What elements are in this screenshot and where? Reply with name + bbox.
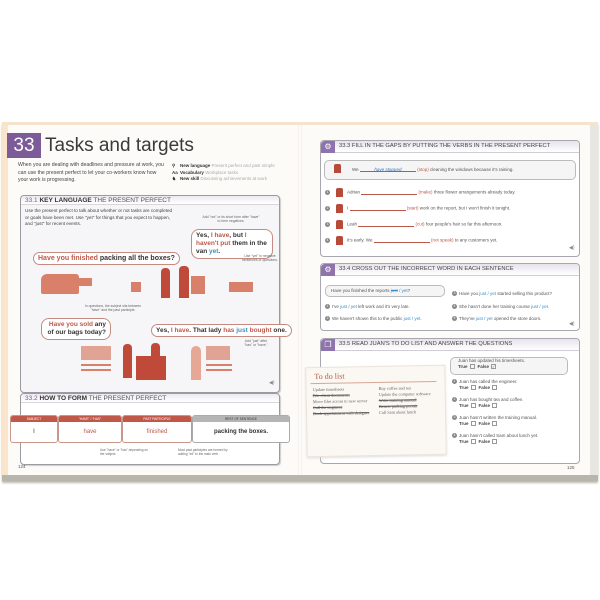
question-item bbox=[452, 397, 523, 409]
answer-input[interactable] bbox=[361, 190, 417, 195]
sentence-end: ? bbox=[407, 288, 411, 293]
puzzle-value: finished bbox=[146, 429, 168, 435]
true-label: True bbox=[458, 364, 468, 369]
sentence-start: I bbox=[347, 205, 349, 211]
todo-item-done: Call the engineer bbox=[312, 404, 343, 411]
sentence-start: Leah bbox=[347, 221, 358, 227]
answer-input[interactable] bbox=[350, 206, 406, 211]
speech-bubble-question-2 bbox=[41, 318, 111, 340]
question-item bbox=[452, 379, 518, 391]
true-label: True bbox=[459, 439, 469, 444]
todo-column-2 bbox=[379, 385, 444, 416]
bubble-text: Yes, bbox=[156, 327, 171, 334]
question-item bbox=[452, 415, 537, 427]
bubble-text-highlight: Have you sold bbox=[48, 321, 93, 328]
florist-icon bbox=[336, 188, 343, 197]
exercise-item bbox=[452, 291, 552, 296]
true-checkbox[interactable] bbox=[471, 439, 476, 444]
todo-item: Buy coffee and tea bbox=[378, 385, 411, 391]
answer-blank: have stopped bbox=[360, 167, 416, 172]
item-number: 4 bbox=[326, 238, 329, 242]
meta-value: Discussing achievements at work bbox=[200, 176, 268, 181]
shelf-bags-illustration bbox=[81, 346, 111, 360]
bubble-text-highlight: I have bbox=[210, 232, 230, 239]
section-title-rest: THE PRESENT PERFECT bbox=[93, 197, 171, 204]
verb-hint: (make) bbox=[418, 189, 433, 195]
section-number: 33.5 bbox=[339, 341, 351, 347]
box-illustration bbox=[131, 282, 141, 292]
word-choice[interactable]: just / yet bbox=[475, 316, 493, 321]
question-text: Juan has updated his timesheets. bbox=[458, 358, 526, 363]
todo-item-done: Renew parking permit bbox=[378, 403, 418, 409]
sentence-start: Have you finished the reports bbox=[331, 288, 391, 293]
todo-item-done: Book appointment with designer bbox=[312, 410, 370, 417]
item-number: 2 bbox=[326, 206, 329, 210]
exercise-item bbox=[452, 304, 549, 309]
shopkeeper-illustration bbox=[151, 343, 160, 357]
meta-label: New language bbox=[180, 163, 211, 168]
example-sentence bbox=[352, 167, 514, 172]
gears-icon: ⚙ bbox=[321, 141, 335, 153]
page-edge-left bbox=[2, 125, 8, 475]
word-choice[interactable]: just / yet bbox=[531, 304, 548, 309]
counter-illustration bbox=[136, 356, 166, 380]
todo-item-done: File client documents bbox=[312, 392, 350, 399]
sentence-start: They've bbox=[459, 316, 476, 321]
speech-bubble-question-1 bbox=[33, 252, 180, 265]
meta-value: Workplace tasks bbox=[205, 169, 239, 175]
puzzle-header: REST OF SENTENCE bbox=[193, 416, 289, 422]
bubble-text: . bbox=[218, 248, 221, 255]
shelf-illustration bbox=[206, 364, 232, 366]
shelf-bags-illustration bbox=[206, 346, 230, 360]
item-number: 3 bbox=[453, 291, 456, 296]
sentence-start: I've bbox=[332, 304, 341, 309]
verb-hint: (cut) bbox=[415, 221, 425, 227]
sentence-end: opened the store doors. bbox=[492, 316, 542, 321]
exercise-item bbox=[325, 236, 498, 245]
bubble-text-highlight: has bbox=[223, 327, 237, 334]
shelf-illustration bbox=[81, 364, 111, 366]
kept-word: yet bbox=[401, 288, 408, 293]
false-label: False bbox=[477, 364, 490, 369]
sentence-start: We haven't shown this to the public bbox=[332, 316, 404, 321]
answer-input[interactable] bbox=[358, 222, 414, 227]
sentence-end: to any customers yet. bbox=[453, 237, 498, 243]
boxes-illustration bbox=[229, 282, 253, 292]
verb-hint: (stop) bbox=[417, 167, 429, 172]
gears-icon: ⚙ bbox=[321, 264, 335, 276]
item-number: 1 bbox=[453, 379, 456, 384]
false-checkbox-checked[interactable]: ✓ bbox=[492, 364, 496, 370]
section-text: Use the present perfect to talk about whether or not tasks are completed or goals have been met. Use "yet" for things that you expect to happen, and "just" for recent events. bbox=[25, 208, 173, 226]
true-label: True bbox=[459, 403, 469, 408]
verb-hint: (start) bbox=[406, 205, 419, 211]
annotation-past-participle: Most past participles are formed by adding "ed" to the main verb. bbox=[178, 448, 228, 457]
person-illustration bbox=[161, 268, 170, 298]
puzzle-piece-past-participle bbox=[122, 415, 192, 443]
bubble-text-highlight: bought bbox=[247, 327, 272, 334]
true-label: True bbox=[459, 421, 469, 426]
todo-item: Update the computer software bbox=[378, 391, 431, 397]
annotation-just: Add "just" after "has" or "have." bbox=[244, 339, 268, 348]
true-checkbox[interactable] bbox=[470, 364, 475, 369]
bubble-text-highlight: I haven't put bbox=[196, 232, 247, 247]
bubble-text-just: just bbox=[236, 327, 248, 334]
sentence-end: work on the report, but I won't finish it tonight. bbox=[418, 205, 511, 211]
vocabulary-icon: Aa bbox=[172, 169, 178, 175]
bubble-text-highlight: Have you finished bbox=[38, 255, 98, 262]
annotation-negatives: Add "not" or its short form after "have" to form negatives. bbox=[202, 215, 260, 224]
new-skill-icon: ♞ bbox=[172, 176, 177, 181]
audio-speaker-icon[interactable]: ◀) bbox=[269, 380, 275, 386]
section-title bbox=[339, 341, 512, 347]
exercise-item bbox=[325, 188, 516, 197]
book-bottom-edge bbox=[2, 475, 598, 481]
puzzle-header: "HAVE" / "HAS" bbox=[59, 416, 121, 422]
todo-column-1 bbox=[313, 386, 374, 417]
question-text: Juan hasn't called Sam about lunch yet. bbox=[459, 433, 539, 438]
bubble-text: them in the van bbox=[196, 240, 267, 255]
bubble-text: any of our bags today? bbox=[47, 321, 106, 336]
false-label: False bbox=[478, 439, 491, 444]
todo-item: Call Sam about lunch bbox=[378, 409, 417, 415]
page-number-left: 124 bbox=[18, 464, 26, 469]
section-number: 33.2 bbox=[25, 395, 38, 402]
book-spine bbox=[298, 125, 302, 475]
unit-meta bbox=[172, 163, 275, 183]
unit-intro: When you are dealing with deadlines and pressure at work, you can use the present perfect to let your co-workers know how your work is progressing. bbox=[18, 162, 164, 183]
true-checkbox[interactable] bbox=[471, 385, 476, 390]
new-language-icon: ⚲ bbox=[172, 163, 176, 168]
bubble-text-highlight: I have bbox=[170, 327, 190, 334]
sentence-start: She hasn't done her training course bbox=[459, 304, 532, 309]
sentence-start: Have you bbox=[459, 291, 480, 296]
exercise-item bbox=[325, 304, 410, 309]
van-illustration bbox=[41, 274, 79, 294]
exercise-item bbox=[452, 316, 541, 321]
sentence-end: four people's hair so far this afternoon. bbox=[424, 221, 503, 227]
item-number: 1 bbox=[326, 304, 329, 309]
meta-label: New skill bbox=[180, 176, 200, 181]
lady-illustration bbox=[191, 346, 201, 380]
false-checkbox[interactable] bbox=[492, 439, 497, 444]
false-checkbox[interactable] bbox=[492, 385, 497, 390]
annotation-yet: Use "yet" in negative sentences or questions. bbox=[242, 254, 278, 263]
section-title-text: CROSS OUT THE INCORRECT WORD IN EACH SENTENCE bbox=[351, 266, 514, 272]
sentence-end: . bbox=[420, 316, 422, 321]
meta-row bbox=[172, 176, 275, 183]
audio-speaker-icon[interactable]: ◀) bbox=[569, 321, 575, 327]
puzzle-header: SUBJECT bbox=[11, 416, 57, 422]
unit-title: Tasks and targets bbox=[45, 135, 194, 156]
word-choice[interactable]: just / yet bbox=[403, 316, 421, 321]
false-label: False bbox=[478, 403, 491, 408]
section-number: 33.3 bbox=[339, 143, 351, 149]
customer-illustration bbox=[123, 344, 132, 378]
todo-divider bbox=[311, 381, 437, 384]
sentence-start: Adrian bbox=[347, 189, 361, 195]
bubble-text: packing all the boxes? bbox=[97, 255, 175, 262]
item-number: 4 bbox=[453, 304, 456, 309]
hairdresser-icon bbox=[336, 220, 343, 229]
puzzle-header: PAST PARTICIPLE bbox=[123, 416, 191, 422]
todo-title: To do list bbox=[314, 371, 345, 382]
sentence-start: We bbox=[352, 167, 359, 172]
bubble-text: . That lady bbox=[189, 327, 224, 334]
puzzle-piece-rest-of-sentence bbox=[192, 415, 290, 443]
bubble-text: , but bbox=[229, 232, 245, 239]
page-number-right: 125 bbox=[567, 465, 575, 470]
section-title bbox=[25, 395, 166, 402]
window-cleaner-icon bbox=[334, 164, 341, 173]
section-number: 33.1 bbox=[25, 197, 38, 204]
question-text: Juan has called the engineer. bbox=[459, 379, 518, 384]
example-sentence bbox=[331, 288, 410, 293]
false-label: False bbox=[478, 421, 491, 426]
puzzle-piece-subject bbox=[10, 415, 58, 443]
bubble-text: one. bbox=[271, 327, 287, 334]
item-number: 2 bbox=[326, 316, 329, 321]
section-title bbox=[25, 197, 171, 204]
annotation-have-has: Use "have" or "has" depending on the subject. bbox=[100, 448, 148, 457]
page-edge-right bbox=[590, 125, 598, 475]
separator: / bbox=[397, 288, 402, 293]
todo-item: Move files across to new server bbox=[312, 398, 368, 405]
book-icon: ❐ bbox=[321, 339, 335, 351]
shelf-illustration bbox=[206, 369, 232, 371]
verb-hint: (not speak) bbox=[430, 237, 454, 243]
item-number: 1 bbox=[326, 190, 329, 194]
section-33-1 bbox=[20, 195, 287, 393]
todo-item-done: Write training manual bbox=[378, 397, 417, 403]
shelf-illustration bbox=[81, 369, 111, 371]
item-number: 4 bbox=[453, 433, 456, 438]
speech-bubble-answer-2 bbox=[151, 324, 292, 337]
sentence-end: cleaning the windows because it's raining. bbox=[428, 167, 514, 172]
question-text: Juan hasn't written the training manual. bbox=[459, 415, 538, 420]
office-worker-icon bbox=[336, 204, 343, 213]
todo-list-note bbox=[305, 365, 447, 457]
puzzle-value: I bbox=[33, 429, 35, 435]
true-label: True bbox=[459, 385, 469, 390]
sentence-start: It's early. We bbox=[347, 237, 373, 243]
question-text: Juan has bought tea and coffee. bbox=[459, 397, 524, 402]
sentence-end: left work and it's very late. bbox=[356, 304, 410, 309]
meta-value: Present perfect and past simple bbox=[211, 163, 275, 168]
section-title bbox=[339, 266, 514, 272]
annotation-questions: In questions, the subject sits between "have" and the past participle. bbox=[84, 304, 142, 313]
exercise-item bbox=[325, 220, 502, 229]
word-choice[interactable]: just / yet bbox=[479, 291, 497, 296]
false-label: False bbox=[478, 385, 491, 390]
shop-assistant-icon bbox=[336, 236, 343, 245]
true-checkbox[interactable] bbox=[471, 421, 476, 426]
item-number: 5 bbox=[453, 316, 456, 321]
van-door-illustration bbox=[76, 278, 92, 286]
meta-label: Vocabulary bbox=[180, 169, 204, 175]
item-number: 3 bbox=[326, 222, 329, 226]
question-item bbox=[452, 433, 538, 445]
word-choice[interactable]: just / yet bbox=[340, 304, 357, 309]
section-title-text: READ JUAN'S TO DO LIST AND ANSWER THE QUESTIONS bbox=[351, 341, 513, 347]
false-checkbox[interactable] bbox=[492, 421, 497, 426]
sentence-end: three flower arrangements already today. bbox=[432, 189, 516, 195]
section-title-text: FILL IN THE GAPS BY PUTTING THE VERBS IN THE PRESENT PERFECT bbox=[351, 143, 551, 149]
section-title-bold: KEY LANGUAGE bbox=[39, 197, 92, 204]
puzzle-value: have bbox=[83, 429, 97, 435]
exercise-item bbox=[325, 316, 422, 321]
todo-item: Update timesheets bbox=[312, 386, 345, 393]
example-question bbox=[458, 358, 525, 370]
puzzle-piece-have-has bbox=[58, 415, 122, 443]
true-checkbox[interactable] bbox=[471, 403, 476, 408]
sentence-end: . bbox=[547, 304, 550, 309]
section-title-rest: THE PRESENT PERFECT bbox=[88, 395, 167, 402]
answer-input[interactable] bbox=[374, 238, 430, 243]
section-title-bold: HOW TO FORM bbox=[39, 395, 88, 402]
false-checkbox[interactable] bbox=[492, 403, 497, 408]
section-number: 33.4 bbox=[339, 266, 351, 272]
exercise-item bbox=[325, 204, 510, 213]
person-illustration bbox=[179, 266, 189, 298]
section-title bbox=[339, 143, 550, 149]
trolley-boxes-illustration bbox=[191, 276, 205, 294]
audio-speaker-icon[interactable]: ◀) bbox=[569, 245, 575, 251]
item-number: 3 bbox=[453, 415, 456, 420]
unit-number: 33 bbox=[7, 133, 41, 158]
bubble-text-yet: yet bbox=[209, 248, 219, 255]
puzzle-value: packing the boxes. bbox=[213, 429, 268, 435]
crossed-word: just bbox=[390, 288, 398, 293]
bubble-text: Yes, bbox=[196, 232, 211, 239]
sentence-end: started selling this product? bbox=[496, 291, 553, 296]
item-number: 2 bbox=[453, 397, 456, 402]
